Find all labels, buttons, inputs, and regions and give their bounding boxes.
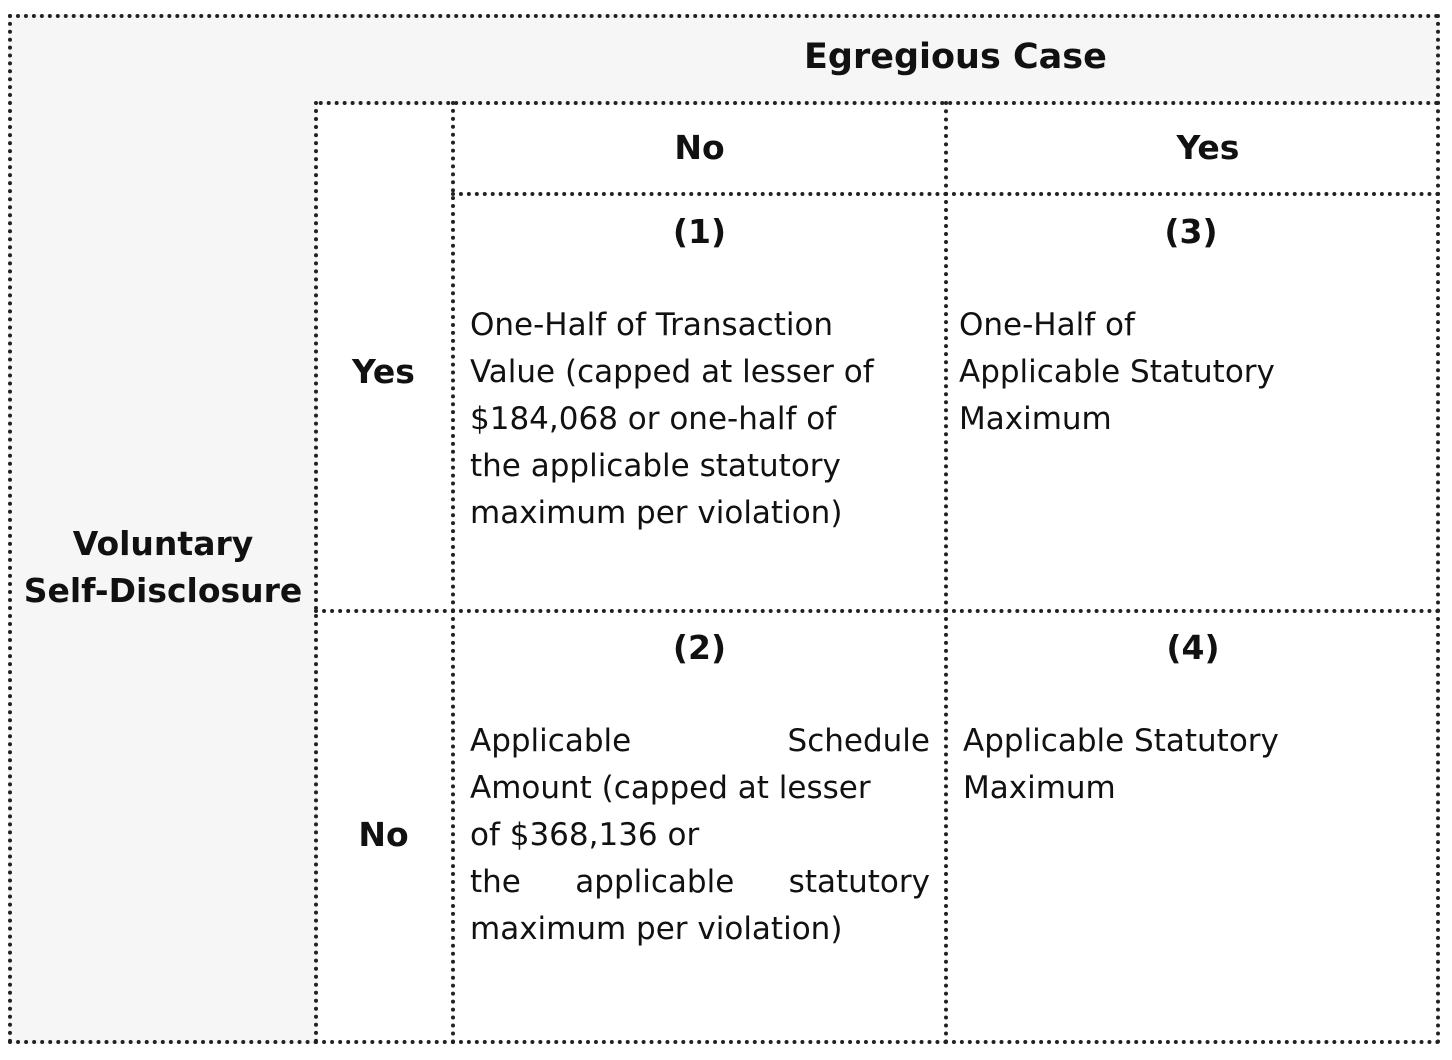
cell-3-text [959,302,1429,443]
cell-1-line-4: the applicable statutory [470,448,841,484]
cell-1-text [470,302,930,537]
cell-4-number: (4) [1166,628,1220,667]
col-yes-label: Yes [1176,128,1240,167]
cell-3-line-2: Applicable Statutory [959,354,1275,390]
cell-2-line-3: of $368,136 or [470,817,700,853]
voluntary-self-disclosure-label [12,520,314,614]
self-disclosure-label-line2: Self-Disclosure [23,571,303,610]
cell-3-line-3: Maximum [959,401,1112,437]
cell-4-line-1: Applicable Statutory [963,723,1279,759]
cell-1-line-3: $184,068 or one-half of [470,401,837,437]
row-no-label: No [358,815,409,854]
voluntary-label-line1: Voluntary [72,524,254,563]
row-yes-label: Yes [352,352,415,391]
cell-2-number: (2) [672,628,727,667]
cell-2-line-1: Applicable Schedule [470,723,930,759]
cell-2-line-2: Amount (capped at lesser [470,770,871,806]
cell-4-line-2: Maximum [963,770,1116,806]
cell-2-line-5: maximum per violation) [470,911,843,947]
cell-1-line-2: Value (capped at lesser of [470,354,874,390]
cell-4 [944,609,1440,1044]
cell-3-line-1: One-Half of [959,307,1135,343]
col-no-label: No [674,128,725,167]
cell-1-line-1: One-Half of Transaction [470,307,834,343]
cell-2-text [470,718,930,953]
cell-4-text [963,718,1429,812]
cell-3-number: (3) [1164,212,1218,251]
cell-2-line-4: the applicable statutory [470,864,930,900]
cell-1-line-5: maximum per violation) [470,495,843,531]
cell-1-number: (1) [672,212,727,251]
egregious-case-title: Egregious Case [804,37,1107,77]
egregious-case-header [8,14,1440,105]
